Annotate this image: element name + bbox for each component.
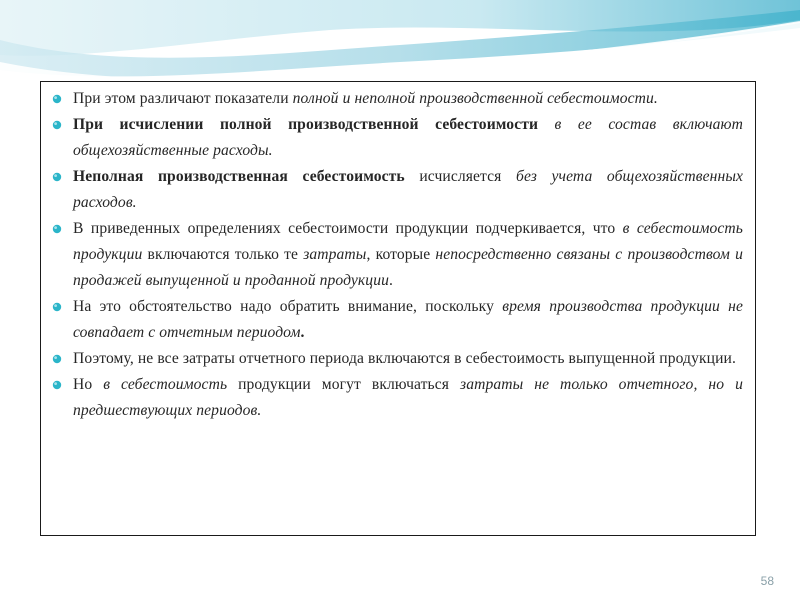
bullet-marker-icon xyxy=(51,112,65,138)
bullet-text-run: исчисляется xyxy=(404,168,517,185)
bullet-text-run: При исчислении полной производственной себестоимости xyxy=(73,116,539,133)
bullet-item xyxy=(49,216,743,294)
bullet-marker-icon xyxy=(51,216,65,242)
bullet-item xyxy=(49,86,743,112)
bullet-text-run: продукции могут включаться xyxy=(227,376,461,393)
page-number: 58 xyxy=(760,574,774,588)
bullet-item xyxy=(49,346,743,372)
bullet-item xyxy=(49,164,743,216)
bullet-text-run: . xyxy=(388,272,393,289)
bullet-text-run: в себестоимость продукции xyxy=(73,220,743,263)
bullet-text-run: затраты не только отчетного, но и предшествующих периодов. xyxy=(73,376,743,419)
bullet-item xyxy=(49,294,743,346)
bullet-text-run: В приведенных определениях себестоимости продукции подчеркивается, что xyxy=(73,220,623,237)
bullet-text-run: время производства продукции не совпадает с отчетным периодом xyxy=(73,298,743,341)
bullet-text-run: полной и неполной производственной себестоимости. xyxy=(292,90,658,107)
bullet-text-run: На это обстоятельство надо обратить внимание, поскольку xyxy=(73,298,503,315)
bullet-text-run: , которые xyxy=(366,246,436,263)
bullet-marker-icon xyxy=(51,86,65,112)
bullet-text-run: Поэтому, не все затраты отчетного периода включаются в себестоимость выпущенной продукции. xyxy=(73,350,736,367)
bullet-text-run: непосредственно связаны с производством и продажей выпущенной и проданной продукции xyxy=(73,246,743,289)
bullet-text-run: Неполная производственная себестоимость xyxy=(73,168,405,185)
bullet-marker-icon xyxy=(51,164,65,190)
bullet-text-run: При этом различают показатели xyxy=(73,90,293,107)
bullet-text-run: в себестоимость xyxy=(103,376,228,393)
bullet-marker-icon xyxy=(51,372,65,398)
content-box xyxy=(40,81,756,536)
bullet-text-run: включаются только те xyxy=(142,246,304,263)
bullet-text-run: Но xyxy=(73,376,104,393)
bullet-marker-icon xyxy=(51,346,65,372)
bullet-text-run: без учета общехозяйственных расходов. xyxy=(73,168,743,211)
bullet-item xyxy=(49,372,743,424)
bullet-marker-icon xyxy=(51,294,65,320)
bullet-text-run: затраты xyxy=(303,246,367,263)
bullet-item xyxy=(49,112,743,164)
bullet-text-run: в ее состав включают общехозяйственные расходы. xyxy=(73,116,743,159)
bullet-list xyxy=(49,86,743,424)
bullet-text-run: . xyxy=(300,324,305,341)
